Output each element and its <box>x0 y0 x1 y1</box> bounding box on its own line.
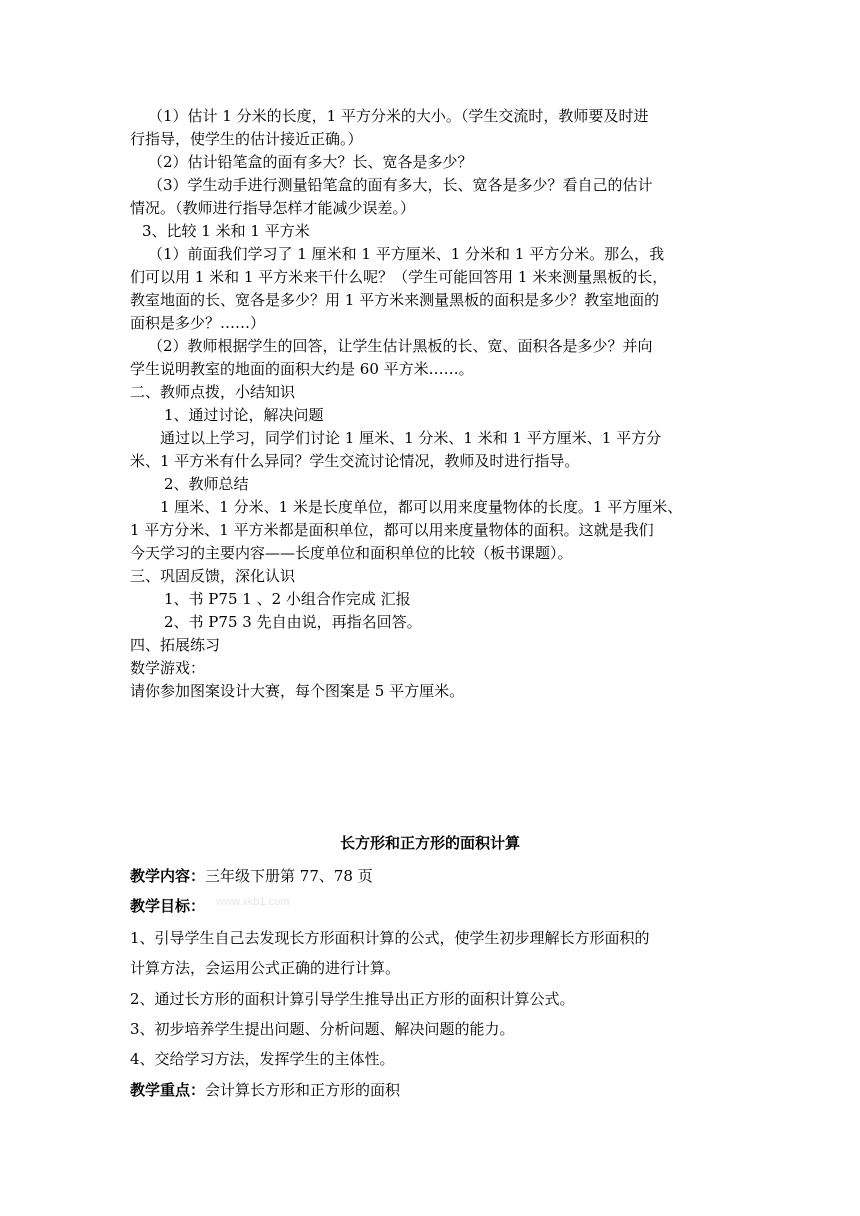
teaching-goals-label: 教学目标： <box>130 897 206 915</box>
text-line: 面积是多少？……） <box>130 314 266 332</box>
teaching-content <box>130 866 373 886</box>
text-line: 们可以用 1 米和 1 平方米来干什么呢？（学生可能回答用 1 米来测量黑板的长， <box>130 268 668 286</box>
text-line: 请你参加图案设计大赛，每个图案是 5 平方厘米。 <box>130 682 465 700</box>
text-line: （1）估计 1 分米的长度，1 平方分米的大小。（学生交流时，教师要及时进 <box>148 107 649 125</box>
text-line: 1 平方分米、1 平方米都是面积单位，都可以用来度量物体的面积。这就是我们 <box>130 521 654 539</box>
exercise-line: 2、书 P75 3 先自由说，再指名回答。 <box>164 613 422 631</box>
subsection-heading: 2、教师总结 <box>164 475 249 493</box>
text-line: 数学游戏： <box>130 659 206 677</box>
lesson-title: 长方形和正方形的面积计算 <box>339 834 520 852</box>
text-line: （2）教师根据学生的回答，让学生估计黑板的长、宽、面积各是多少？并向 <box>148 337 653 355</box>
text-line: （2）估计铅笔盒的面有多大？长、宽各是多少？ <box>148 153 473 171</box>
teaching-content-label: 教学内容： <box>130 867 206 885</box>
teaching-focus <box>130 1080 400 1100</box>
teaching-content-value: 三年级下册第 77、78 页 <box>205 867 373 885</box>
goal-line: 2、通过长方形的面积计算引导学生推导出正方形的面积计算公式。 <box>130 990 575 1008</box>
teaching-focus-label: 教学重点： <box>130 1081 206 1099</box>
text-line: 1 厘米、1 分米、1 米是长度单位，都可以用来度量物体的长度。1 平方厘米、 <box>160 498 683 516</box>
section-heading: 四、拓展练习 <box>130 636 221 654</box>
section-heading: 三、巩固反馈，深化认识 <box>130 567 296 585</box>
goal-line: 3、初步培养学生提出问题、分析问题、解决问题的能力。 <box>130 1020 515 1038</box>
text-line: 米、1 平方米有什么异同？学生交流讨论情况，教师及时进行指导。 <box>130 452 580 470</box>
text-line: 学生说明教室的地面的面积大约是 60 平方米……。 <box>130 360 474 378</box>
goal-line: 1、引导学生自己去发现长方形面积计算的公式，使学生初步理解长方形面积的 <box>130 929 650 947</box>
text-line: 教室地面的长、宽各是多少？用 1 平方米来测量黑板的面积是多少？教室地面的 <box>130 291 660 309</box>
exercise-line: 1、书 P75 1 、2 小组合作完成 汇报 <box>164 590 411 608</box>
text-line: （1）前面我们学习了 1 厘米和 1 平方厘米、1 分米和 1 平方分米。那么，我 <box>148 245 665 263</box>
text-line: 行指导，使学生的估计接近正确。） <box>130 130 363 148</box>
goal-line: 4、交给学习方法，发挥学生的主体性。 <box>130 1050 395 1068</box>
section-heading: 3、比较 1 米和 1 平方米 <box>142 222 310 240</box>
text-line: （3）学生动手进行测量铅笔盒的面有多大，长、宽各是多少？看自己的估计 <box>148 176 653 194</box>
goal-line: 计算方法，会运用公式正确的进行计算。 <box>130 959 401 977</box>
section-heading: 二、教师点拨，小结知识 <box>130 383 296 401</box>
text-line: 今天学习的主要内容——长度单位和面积单位的比较（板书课题）。 <box>130 544 573 562</box>
subsection-heading: 1、通过讨论，解决问题 <box>164 406 324 424</box>
text-line: 情况。（教师进行指导怎样才能减少误差。） <box>130 199 416 217</box>
watermark: www.xkb1.com <box>216 896 290 908</box>
text-line: 通过以上学习，同学们讨论 1 厘米、1 分米、1 米和 1 平方厘米、1 平方分 <box>160 429 662 447</box>
teaching-focus-value: 会计算长方形和正方形的面积 <box>205 1081 401 1099</box>
